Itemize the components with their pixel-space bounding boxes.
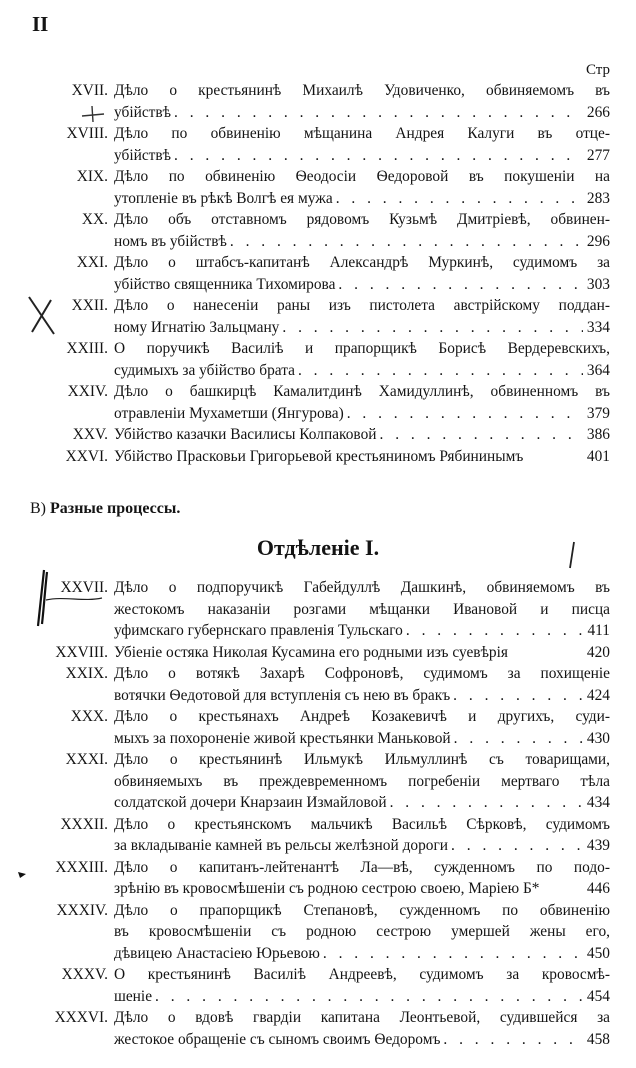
entry-number: XXX. — [70, 708, 108, 725]
entry-last-line — [114, 986, 610, 1008]
pencil-tick-mark — [80, 104, 106, 124]
entry-text-line: судимыхъ за убійство брата — [114, 361, 295, 379]
entry-last-line — [114, 274, 610, 296]
entry-text-line: Дѣло о вотякѣ Захарѣ Софроновѣ, судимомъ за похищеніе — [114, 665, 610, 682]
entry-last-line — [114, 317, 610, 339]
entry-body — [114, 295, 610, 338]
pencil-dot-mark — [16, 868, 28, 880]
section-letter: В) — [30, 500, 46, 517]
dot-leader — [347, 403, 583, 425]
entry-page: 379 — [586, 404, 610, 422]
dot-leader — [406, 620, 583, 642]
entry-text-line: Дѣло о прапорщикѣ Степановѣ, сужденномъ по обвиненію — [114, 901, 610, 919]
entry-number: XXVI. — [65, 447, 108, 465]
entry-text-line: Дѣло о нанесеніи раны изъ пистолета австрійскому поддан- — [114, 297, 610, 314]
entry-body — [114, 749, 610, 814]
entry-body — [114, 80, 610, 123]
entry-body — [114, 166, 610, 209]
entry-text-line: зрѣнію въ кровосмѣшеніи съ родною сестрою своею, Маріею Б* — [114, 880, 540, 897]
entry-body — [114, 123, 610, 166]
entry-number: XXXI. — [65, 751, 108, 768]
entry-text-line: Дѣло по обвиненію мѣщанина Андрея Калуги въ отце- — [114, 125, 610, 142]
entry-text-line: Дѣло объ отставномъ рядовомъ Кузьмѣ Дмитріевѣ, обвинен- — [114, 211, 610, 228]
toc-entry — [0, 381, 636, 424]
entry-body — [114, 642, 610, 664]
dot-leader — [298, 360, 583, 382]
entry-body — [114, 814, 610, 857]
entry-body — [114, 706, 610, 749]
entry-number: XXXIV. — [56, 901, 108, 919]
entry-last-line — [114, 685, 610, 707]
toc-entry — [0, 964, 636, 1007]
entry-number: XXII. — [71, 297, 108, 314]
entry-last-line — [114, 792, 610, 814]
toc-entry — [0, 338, 636, 381]
pencil-underline-mark — [44, 590, 104, 604]
entry-number: XXXIII. — [55, 858, 108, 876]
entry-text-line: вотячки Ѳедотовой для вступленія съ нею въ бракъ — [114, 686, 451, 704]
entry-body — [114, 663, 610, 706]
entry-last-line — [114, 102, 610, 124]
entry-page: 450 — [586, 944, 610, 962]
section-title: Разные процессы. — [50, 500, 181, 517]
entry-text-line: О крестьянинѣ Василіѣ Андреевѣ, судимомъ за кровосмѣ- — [114, 966, 610, 983]
entry-number: XXVII. — [60, 579, 108, 596]
entry-page: 401 — [586, 447, 610, 465]
entry-last-line — [114, 145, 610, 167]
dot-leader — [336, 188, 583, 210]
toc-entry — [0, 814, 636, 857]
pencil-cross-mark — [26, 294, 58, 338]
entry-number: XXXV. — [61, 966, 108, 983]
dot-leader — [443, 1029, 583, 1051]
entry-page: 439 — [586, 837, 610, 854]
entry-number: XXVIII. — [55, 643, 108, 661]
entry-text-line: Дѣло по обвиненію Ѳеодосіи Ѳедоровой въ покушеніи на — [114, 168, 610, 185]
toc-entry — [0, 749, 636, 814]
toc-entry — [0, 209, 636, 252]
dot-leader — [323, 943, 583, 965]
entry-text-line: Дѣло о крестьянинѣ Ильмукѣ Ильмуллинѣ съ товарищами, — [114, 751, 610, 768]
entry-last-line — [114, 620, 610, 642]
section-label — [30, 500, 180, 518]
toc-entry — [0, 166, 636, 209]
entry-last-line — [114, 403, 610, 425]
toc-entry — [0, 706, 636, 749]
entry-last-line — [114, 424, 610, 446]
entry-last-line — [114, 642, 610, 664]
dot-leader — [451, 835, 583, 857]
entry-page: 364 — [586, 361, 610, 379]
toc-entry — [0, 424, 636, 446]
entry-text-line: Дѣло о крестьянинѣ Михаилѣ Удовиченко, обвиняемомъ въ — [114, 82, 610, 99]
toc-part-one — [0, 80, 636, 467]
entry-text-line: Дѣло о башкирцѣ Камалитдинѣ Хамидуллинѣ, обвиненномъ въ — [114, 383, 610, 400]
entry-page: 277 — [586, 146, 610, 164]
entry-number: XXXVI. — [54, 1009, 108, 1026]
entry-number: XXXII. — [60, 815, 108, 833]
entry-text-line: Дѣло о подпоручикѣ Габейдуллѣ Дашкинѣ, обвиняемомъ въ — [114, 579, 610, 596]
toc-entry — [0, 295, 636, 338]
dot-leader — [174, 145, 583, 167]
toc-entry — [0, 642, 636, 664]
dot-leader — [390, 792, 583, 814]
entry-text-line: утопленіе въ рѣкѣ Волгѣ ея мужа — [114, 189, 333, 207]
page-column-label: Стр — [585, 62, 610, 78]
toc-entry — [0, 1007, 636, 1050]
entry-number: XVIII. — [66, 125, 108, 142]
entry-text-line: убійствѣ — [114, 146, 172, 164]
entry-text-line: Дѣло о крестьянахъ Андреѣ Козакевичѣ и другихъ, суди- — [114, 708, 610, 725]
toc-entry — [0, 663, 636, 706]
entry-number: XX. — [81, 211, 108, 228]
dot-leader — [380, 424, 583, 446]
entry-text-line: Дѣло о крестьянскомъ мальчикѣ Васильѣ Сѣрковѣ, судимомъ — [114, 815, 610, 833]
dot-leader — [155, 986, 583, 1008]
entry-body — [114, 1007, 610, 1050]
toc-entry — [0, 123, 636, 166]
entry-text-line: Дѣло о вдовѣ гвардіи капитана Леонтьевой, судившейся за — [114, 1009, 610, 1026]
entry-text-line: Дѣло о капитанъ-лейтенантѣ Ла—вѣ, сужденномъ по подо- — [114, 858, 610, 876]
entry-text-line: за вкладываніе камней въ рельсы желѣзной дороги — [114, 837, 449, 854]
entry-text-line: жестокомъ наказаніи розгами мѣщанки Ивановой и писца — [114, 600, 610, 618]
entry-text-line: жестокое обращеніе съ сыномъ своимъ Ѳедоромъ — [114, 1030, 441, 1048]
entry-text-line: О поручикѣ Василіѣ и прапорщикѣ Борисѣ Вердеревскихъ, — [114, 340, 610, 357]
entry-text-line: Убіеніе остяка Николая Кусамина его родными изъ суевѣрія — [114, 643, 508, 661]
entry-page: 458 — [586, 1030, 610, 1048]
dot-leader — [282, 317, 583, 339]
toc-entry — [0, 857, 636, 900]
entry-last-line — [114, 188, 610, 210]
toc-part-two — [0, 577, 636, 1050]
entry-text-line: убійство священника Тихомирова — [114, 275, 336, 293]
entry-page: 430 — [586, 729, 610, 747]
department-heading: Отдѣленіе I. — [256, 535, 380, 560]
toc-entry — [0, 577, 636, 642]
entry-text-line: ному Игнатію Зальцману — [114, 318, 280, 336]
entry-page: 334 — [586, 318, 610, 336]
entry-page: 296 — [586, 232, 610, 250]
dot-leader — [230, 231, 583, 253]
dot-leader — [174, 102, 583, 124]
entry-body — [114, 964, 610, 1007]
entry-page: 424 — [586, 686, 610, 704]
entry-number: XIX. — [76, 168, 108, 185]
entry-page: 454 — [586, 987, 610, 1005]
entry-text-line: отравленіи Мухаметши (Янгурова) — [114, 404, 344, 422]
entry-text-line: уфимскаго губернскаго правленія Тульскаго — [114, 622, 403, 639]
entry-page: 386 — [586, 426, 610, 443]
entry-body — [114, 338, 610, 381]
entry-number: XXI. — [76, 254, 108, 271]
entry-page: 446 — [586, 880, 610, 897]
toc-entry — [0, 252, 636, 295]
entry-last-line — [114, 1029, 610, 1051]
entry-text-line: шеніе — [114, 987, 153, 1005]
toc-entry — [0, 900, 636, 965]
entry-last-line — [114, 835, 610, 857]
entry-body — [114, 900, 610, 965]
entry-body — [114, 209, 610, 252]
entry-page: 434 — [586, 794, 610, 811]
entry-number: XVII. — [71, 82, 108, 99]
entry-text-line: Убійство казачки Василисы Колпаковой — [114, 426, 377, 443]
entry-text-line: дѣвицею Анастасіею Юрьевою — [114, 944, 320, 962]
entry-body — [114, 857, 610, 900]
entry-body — [114, 424, 610, 446]
entry-page: 411 — [587, 622, 610, 639]
entry-last-line — [114, 360, 610, 382]
entry-last-line — [114, 878, 610, 900]
entry-page: 283 — [586, 189, 610, 207]
entry-body — [114, 381, 610, 424]
entry-text-line: солдатской дочери Кнарзаин Измайловой — [114, 794, 387, 811]
page-number: II — [32, 12, 49, 36]
entry-number: XXV. — [72, 426, 108, 443]
entry-text-line: въ кровосмѣшеніи съ родною сестрою умершей жены его, — [114, 923, 610, 940]
entry-page: 266 — [586, 103, 610, 121]
entry-number: XXIII. — [66, 340, 108, 357]
entry-text-line: обвиняемыхъ въ преждевременномъ погребеніи мертваго тѣла — [114, 772, 610, 790]
entry-last-line — [114, 728, 610, 750]
entry-last-line — [114, 943, 610, 965]
toc-entry — [0, 446, 636, 468]
pencil-slash-mark — [566, 540, 578, 570]
dot-leader — [454, 728, 583, 750]
entry-text-line: Убійство Прасковьи Григорьевой крестьяниномъ Рябининымъ — [114, 447, 524, 465]
entry-text-line: Дѣло о штабсъ-капитанѣ Александрѣ Муркинѣ, судимомъ за — [114, 254, 610, 271]
entry-body — [114, 577, 610, 642]
entry-page: 303 — [586, 275, 610, 293]
entry-page: 420 — [586, 643, 610, 661]
entry-text-line: мыхъ за похороненіе живой крестьянки Маньковой — [114, 729, 451, 747]
entry-last-line — [114, 446, 610, 468]
entry-text-line: номъ въ убійствѣ — [114, 232, 227, 250]
entry-text-line: убійствѣ — [114, 103, 172, 121]
entry-body — [114, 252, 610, 295]
entry-number: XXIV. — [67, 383, 108, 400]
entry-last-line — [114, 231, 610, 253]
entry-number: XXIX. — [65, 665, 108, 682]
entry-body — [114, 446, 610, 468]
dot-leader — [453, 685, 583, 707]
dot-leader — [338, 274, 583, 296]
